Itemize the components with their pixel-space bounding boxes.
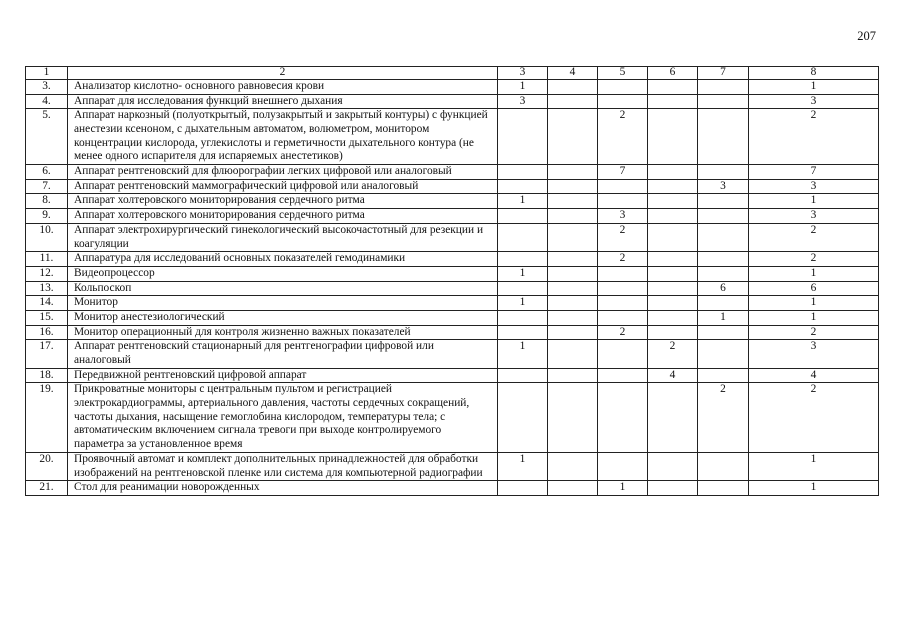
table-row bbox=[26, 383, 879, 452]
equipment-name-cell: Аппарат холтеровского мониторирования сердечного ритма bbox=[68, 209, 498, 224]
quantity-cell-c6: 4 bbox=[648, 368, 698, 383]
quantity-cell-c8: 2 bbox=[749, 109, 879, 165]
row-number-cell: 21. bbox=[26, 481, 68, 496]
quantity-cell-c7 bbox=[698, 94, 749, 109]
header-cell: 3 bbox=[498, 67, 548, 80]
table-row bbox=[26, 281, 879, 296]
quantity-cell-c3: 1 bbox=[498, 194, 548, 209]
quantity-cell-c6 bbox=[648, 165, 698, 180]
quantity-cell-c8: 2 bbox=[749, 325, 879, 340]
row-number-cell: 3. bbox=[26, 79, 68, 94]
table-row bbox=[26, 296, 879, 311]
table-row bbox=[26, 109, 879, 165]
header-cell: 5 bbox=[598, 67, 648, 80]
equipment-name-cell: Монитор bbox=[68, 296, 498, 311]
quantity-cell-c7: 1 bbox=[698, 310, 749, 325]
quantity-cell-c7 bbox=[698, 266, 749, 281]
equipment-name-cell: Проявочный автомат и комплект дополнительных принадлежностей для обработки изображений на рентгеновской пленке или система для компьютерной радиографии bbox=[68, 452, 498, 480]
quantity-cell-c7: 2 bbox=[698, 383, 749, 452]
equipment-name-cell: Видеопроцессор bbox=[68, 266, 498, 281]
quantity-cell-c6 bbox=[648, 223, 698, 251]
quantity-cell-c4 bbox=[548, 325, 598, 340]
row-number-cell: 7. bbox=[26, 179, 68, 194]
table-row bbox=[26, 79, 879, 94]
equipment-name-cell: Аппарат рентгеновский стационарный для рентгенографии цифровой или аналоговый bbox=[68, 340, 498, 368]
header-cell: 1 bbox=[26, 67, 68, 80]
equipment-name-cell: Стол для реанимации новорожденных bbox=[68, 481, 498, 496]
quantity-cell-c6 bbox=[648, 452, 698, 480]
quantity-cell-c5 bbox=[598, 452, 648, 480]
quantity-cell-c8: 2 bbox=[749, 252, 879, 267]
quantity-cell-c3 bbox=[498, 310, 548, 325]
equipment-name-cell: Аппарат для исследования функций внешнего дыхания bbox=[68, 94, 498, 109]
quantity-cell-c6 bbox=[648, 194, 698, 209]
quantity-cell-c4 bbox=[548, 179, 598, 194]
quantity-cell-c5 bbox=[598, 368, 648, 383]
table-row bbox=[26, 252, 879, 267]
quantity-cell-c8: 7 bbox=[749, 165, 879, 180]
row-number-cell: 19. bbox=[26, 383, 68, 452]
quantity-cell-c4 bbox=[548, 79, 598, 94]
quantity-cell-c8: 1 bbox=[749, 481, 879, 496]
quantity-cell-c8: 3 bbox=[749, 179, 879, 194]
quantity-cell-c6: 2 bbox=[648, 340, 698, 368]
row-number-cell: 15. bbox=[26, 310, 68, 325]
equipment-name-cell: Аппаратура для исследований основных показателей гемодинамики bbox=[68, 252, 498, 267]
quantity-cell-c3 bbox=[498, 179, 548, 194]
quantity-cell-c3 bbox=[498, 325, 548, 340]
quantity-cell-c4 bbox=[548, 252, 598, 267]
quantity-cell-c4 bbox=[548, 481, 598, 496]
quantity-cell-c8: 1 bbox=[749, 266, 879, 281]
table-row bbox=[26, 223, 879, 251]
quantity-cell-c8: 4 bbox=[749, 368, 879, 383]
row-number-cell: 16. bbox=[26, 325, 68, 340]
quantity-cell-c4 bbox=[548, 165, 598, 180]
quantity-cell-c3: 1 bbox=[498, 452, 548, 480]
quantity-cell-c5 bbox=[598, 179, 648, 194]
quantity-cell-c6 bbox=[648, 383, 698, 452]
quantity-cell-c4 bbox=[548, 340, 598, 368]
row-number-cell: 18. bbox=[26, 368, 68, 383]
quantity-cell-c8: 1 bbox=[749, 194, 879, 209]
quantity-cell-c8: 2 bbox=[749, 383, 879, 452]
quantity-cell-c4 bbox=[548, 368, 598, 383]
quantity-cell-c5 bbox=[598, 383, 648, 452]
quantity-cell-c8: 6 bbox=[749, 281, 879, 296]
header-cell: 7 bbox=[698, 67, 749, 80]
quantity-cell-c4 bbox=[548, 281, 598, 296]
quantity-cell-c7 bbox=[698, 452, 749, 480]
quantity-cell-c7 bbox=[698, 325, 749, 340]
quantity-cell-c4 bbox=[548, 194, 598, 209]
equipment-name-cell: Аппарат электрохирургический гинекологический высокочастотный для резекции и коагуляции bbox=[68, 223, 498, 251]
quantity-cell-c3 bbox=[498, 281, 548, 296]
quantity-cell-c8: 3 bbox=[749, 340, 879, 368]
quantity-cell-c5: 2 bbox=[598, 109, 648, 165]
quantity-cell-c7 bbox=[698, 368, 749, 383]
table-row bbox=[26, 368, 879, 383]
quantity-cell-c6 bbox=[648, 310, 698, 325]
quantity-cell-c6 bbox=[648, 481, 698, 496]
quantity-cell-c3 bbox=[498, 209, 548, 224]
quantity-cell-c7 bbox=[698, 79, 749, 94]
row-number-cell: 11. bbox=[26, 252, 68, 267]
row-number-cell: 20. bbox=[26, 452, 68, 480]
row-number-cell: 6. bbox=[26, 165, 68, 180]
equipment-name-cell: Анализатор кислотно- основного равновесия крови bbox=[68, 79, 498, 94]
table-header-row bbox=[26, 67, 879, 80]
quantity-cell-c7 bbox=[698, 481, 749, 496]
table-row bbox=[26, 194, 879, 209]
equipment-name-cell: Монитор операционный для контроля жизненно важных показателей bbox=[68, 325, 498, 340]
quantity-cell-c3: 1 bbox=[498, 340, 548, 368]
quantity-cell-c7 bbox=[698, 252, 749, 267]
quantity-cell-c3 bbox=[498, 223, 548, 251]
quantity-cell-c7 bbox=[698, 223, 749, 251]
row-number-cell: 12. bbox=[26, 266, 68, 281]
header-cell: 4 bbox=[548, 67, 598, 80]
quantity-cell-c5 bbox=[598, 281, 648, 296]
quantity-cell-c6 bbox=[648, 109, 698, 165]
quantity-cell-c5 bbox=[598, 194, 648, 209]
row-number-cell: 17. bbox=[26, 340, 68, 368]
quantity-cell-c3: 1 bbox=[498, 266, 548, 281]
equipment-name-cell: Аппарат холтеровского мониторирования сердечного ритма bbox=[68, 194, 498, 209]
quantity-cell-c3 bbox=[498, 481, 548, 496]
quantity-cell-c5: 3 bbox=[598, 209, 648, 224]
quantity-cell-c7 bbox=[698, 340, 749, 368]
quantity-cell-c5 bbox=[598, 340, 648, 368]
quantity-cell-c7 bbox=[698, 209, 749, 224]
quantity-cell-c7 bbox=[698, 296, 749, 311]
row-number-cell: 14. bbox=[26, 296, 68, 311]
quantity-cell-c7: 6 bbox=[698, 281, 749, 296]
equipment-name-cell: Передвижной рентгеновский цифровой аппарат bbox=[68, 368, 498, 383]
quantity-cell-c5: 2 bbox=[598, 325, 648, 340]
quantity-cell-c6 bbox=[648, 179, 698, 194]
quantity-cell-c8: 1 bbox=[749, 79, 879, 94]
header-cell: 2 bbox=[68, 67, 498, 80]
quantity-cell-c3 bbox=[498, 383, 548, 452]
quantity-cell-c3 bbox=[498, 368, 548, 383]
quantity-cell-c6 bbox=[648, 281, 698, 296]
row-number-cell: 5. bbox=[26, 109, 68, 165]
quantity-cell-c8: 1 bbox=[749, 310, 879, 325]
quantity-cell-c4 bbox=[548, 209, 598, 224]
row-number-cell: 13. bbox=[26, 281, 68, 296]
quantity-cell-c4 bbox=[548, 266, 598, 281]
quantity-cell-c8: 1 bbox=[749, 296, 879, 311]
equipment-name-cell: Аппарат наркозный (полуоткрытый, полузакрытый и закрытый контуры) с функцией анестезии ксеноном, с дыхательным автоматом, волюметром, монитором концентрации кислорода, углекислоты и герметичности дыхательного контура (не менее одного испарителя для испаряемых анестетиков) bbox=[68, 109, 498, 165]
page-number: 207 bbox=[857, 29, 876, 43]
quantity-cell-c5 bbox=[598, 79, 648, 94]
table-row bbox=[26, 179, 879, 194]
table-row bbox=[26, 310, 879, 325]
quantity-cell-c6 bbox=[648, 266, 698, 281]
table-body bbox=[26, 67, 879, 496]
table-row bbox=[26, 209, 879, 224]
quantity-cell-c4 bbox=[548, 452, 598, 480]
quantity-cell-c4 bbox=[548, 94, 598, 109]
table-row bbox=[26, 94, 879, 109]
quantity-cell-c8: 3 bbox=[749, 94, 879, 109]
quantity-cell-c3 bbox=[498, 165, 548, 180]
header-cell: 6 bbox=[648, 67, 698, 80]
quantity-cell-c7 bbox=[698, 194, 749, 209]
quantity-cell-c5: 2 bbox=[598, 223, 648, 251]
equipment-table bbox=[25, 66, 879, 496]
row-number-cell: 8. bbox=[26, 194, 68, 209]
quantity-cell-c4 bbox=[548, 383, 598, 452]
quantity-cell-c8: 1 bbox=[749, 452, 879, 480]
quantity-cell-c3: 3 bbox=[498, 94, 548, 109]
table-row bbox=[26, 165, 879, 180]
quantity-cell-c5: 7 bbox=[598, 165, 648, 180]
quantity-cell-c7 bbox=[698, 109, 749, 165]
quantity-cell-c7 bbox=[698, 165, 749, 180]
equipment-name-cell: Прикроватные мониторы с центральным пультом и регистрацией электрокардиограммы, артериального давления, частоты сердечных сокращений, частоты дыхания, насыщение гемоглобина кислородом, температуры тела; с автоматическим включением сигнала тревоги при выходе контролируемого параметра за установленное время bbox=[68, 383, 498, 452]
header-cell: 8 bbox=[749, 67, 879, 80]
table-row bbox=[26, 325, 879, 340]
quantity-cell-c5 bbox=[598, 266, 648, 281]
table-row bbox=[26, 340, 879, 368]
quantity-cell-c6 bbox=[648, 252, 698, 267]
row-number-cell: 10. bbox=[26, 223, 68, 251]
equipment-name-cell: Кольпоскоп bbox=[68, 281, 498, 296]
equipment-name-cell: Монитор анестезиологический bbox=[68, 310, 498, 325]
quantity-cell-c5 bbox=[598, 296, 648, 311]
quantity-cell-c8: 3 bbox=[749, 209, 879, 224]
quantity-cell-c5 bbox=[598, 94, 648, 109]
row-number-cell: 4. bbox=[26, 94, 68, 109]
quantity-cell-c3 bbox=[498, 252, 548, 267]
quantity-cell-c3: 1 bbox=[498, 79, 548, 94]
quantity-cell-c4 bbox=[548, 296, 598, 311]
quantity-cell-c6 bbox=[648, 325, 698, 340]
quantity-cell-c6 bbox=[648, 94, 698, 109]
quantity-cell-c3 bbox=[498, 109, 548, 165]
quantity-cell-c6 bbox=[648, 79, 698, 94]
quantity-cell-c3: 1 bbox=[498, 296, 548, 311]
quantity-cell-c4 bbox=[548, 223, 598, 251]
row-number-cell: 9. bbox=[26, 209, 68, 224]
quantity-cell-c8: 2 bbox=[749, 223, 879, 251]
quantity-cell-c6 bbox=[648, 296, 698, 311]
quantity-cell-c4 bbox=[548, 310, 598, 325]
quantity-cell-c5: 2 bbox=[598, 252, 648, 267]
table-row bbox=[26, 481, 879, 496]
quantity-cell-c4 bbox=[548, 109, 598, 165]
table-row bbox=[26, 452, 879, 480]
quantity-cell-c7: 3 bbox=[698, 179, 749, 194]
table-row bbox=[26, 266, 879, 281]
equipment-name-cell: Аппарат рентгеновский маммографический цифровой или аналоговый bbox=[68, 179, 498, 194]
quantity-cell-c5 bbox=[598, 310, 648, 325]
quantity-cell-c5: 1 bbox=[598, 481, 648, 496]
quantity-cell-c6 bbox=[648, 209, 698, 224]
equipment-name-cell: Аппарат рентгеновский для флюорографии легких цифровой или аналоговый bbox=[68, 165, 498, 180]
